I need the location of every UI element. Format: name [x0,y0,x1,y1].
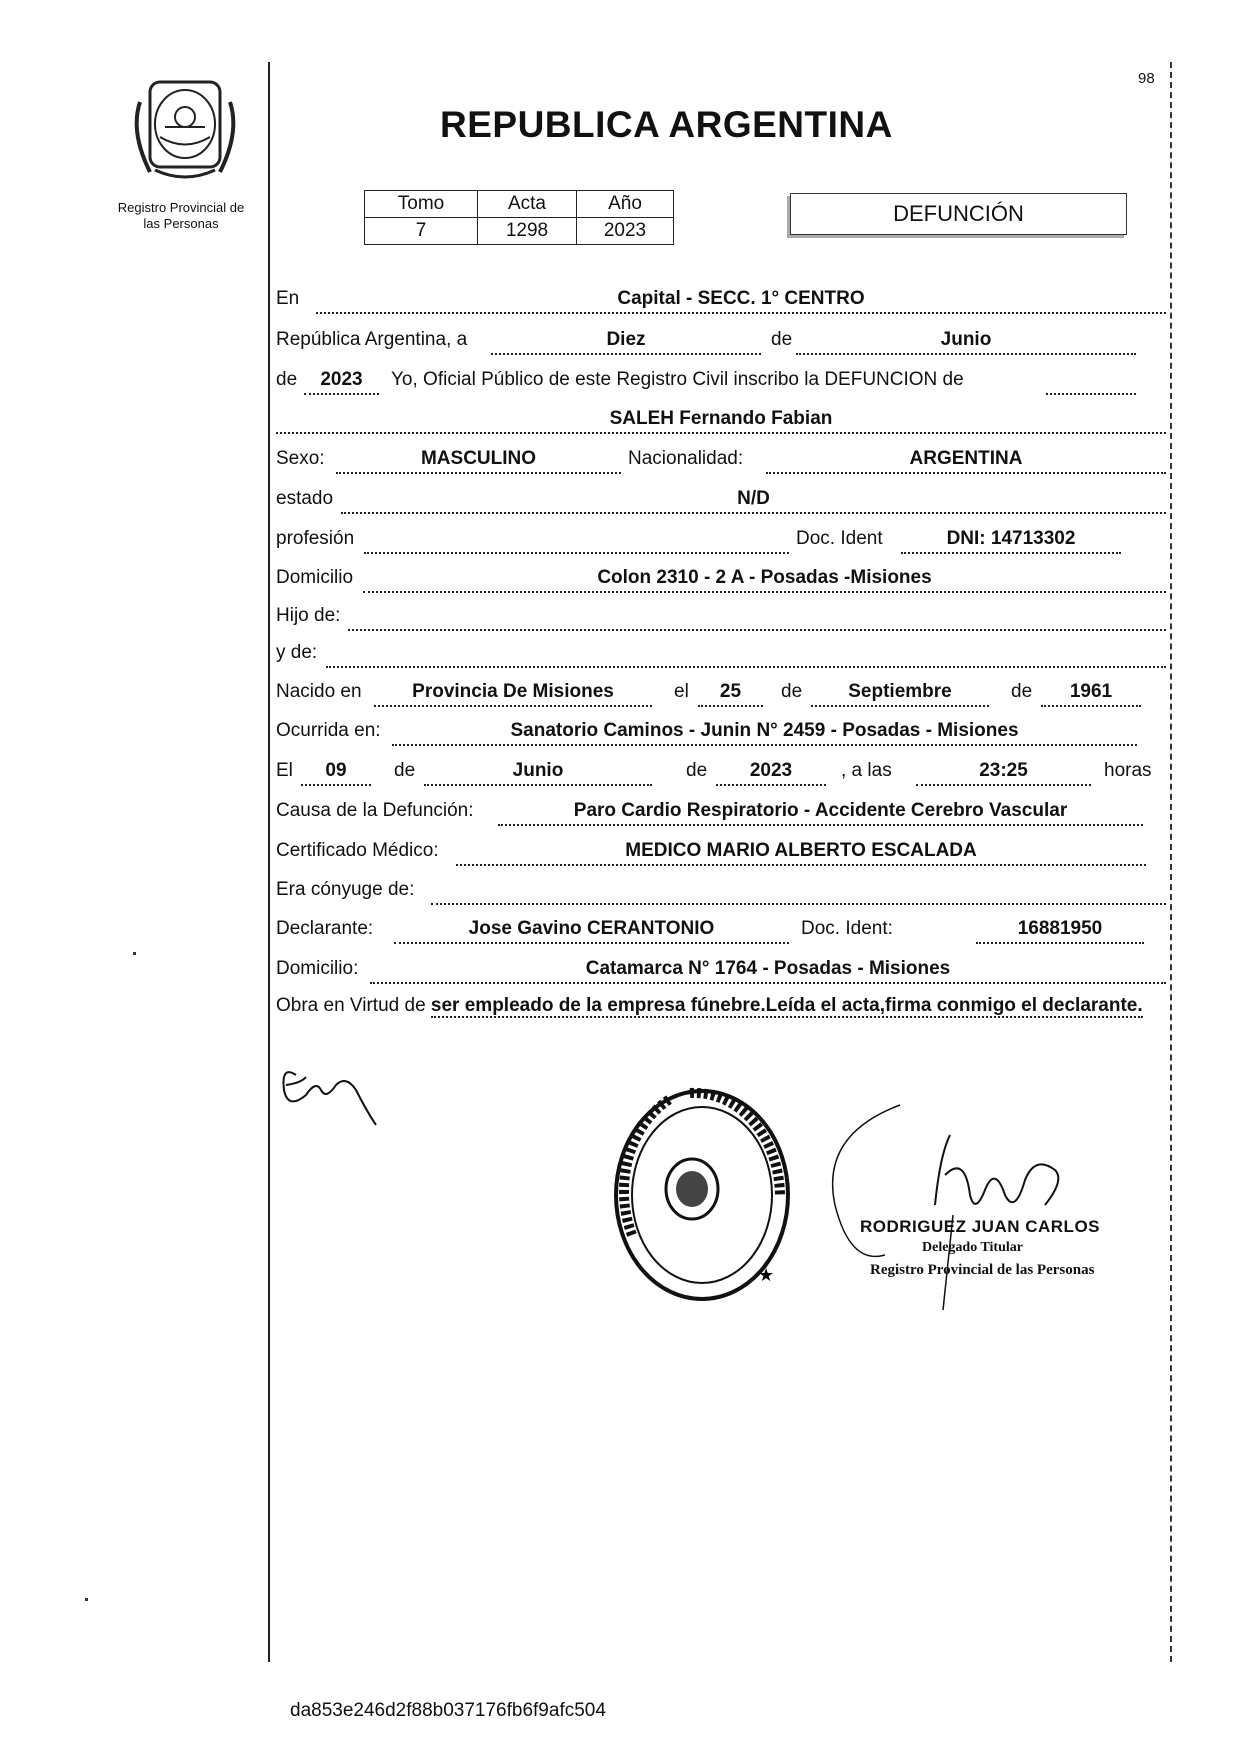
certificado-label: Certificado Médico: [276,840,439,861]
row-declarante [276,912,1166,946]
reference-table-header-row [365,191,674,218]
page-number: 98 [1138,70,1155,87]
record-type-box: DEFUNCIÓN [790,193,1127,235]
domicilio-value: Colon 2310 - 2 A - Posadas -Misiones [363,567,1166,593]
inscribe-blank [1046,369,1136,395]
official-role: Delegado Titular [922,1240,1023,1255]
official-signature [825,1095,1125,1315]
en-label: En [276,288,300,309]
obra-paragraph [276,992,1166,1020]
inscribe-text: Yo, Oficial Público de este Registro Civil inscribo la DEFUNCION de [391,369,964,390]
el-cap-label: El [276,760,293,781]
birth-year: 1961 [1041,681,1141,707]
row-date [276,323,1166,357]
el-label: el [674,681,689,702]
domicilio2-label: Domicilio: [276,958,359,979]
registry-label-line1: Registro Provincial de [117,200,245,215]
conyuge-label: Era cónyuge de: [276,879,415,900]
nacionalidad-label: Nacionalidad: [628,448,744,469]
row-death-date [276,754,1166,788]
nacido-label: Nacido en [276,681,362,702]
sexo-label: Sexo: [276,448,325,469]
registry-label-line2: las Personas [143,216,219,231]
row-en [276,282,1166,316]
obra-value: ser empleado de la empresa fúnebre.Leída el acta,firma conmigo el declarante. [430,995,1143,1016]
row-y-de [276,636,1166,670]
death-month: Junio [424,760,652,786]
reference-value-tomo: 7 [365,218,478,245]
provincial-coat-of-arms-logo [110,72,260,192]
estado-label: estado [276,488,334,509]
declarante-value: Jose Gavino CERANTONIO [394,918,789,944]
registry-seal-stamp [610,1085,795,1305]
de-label-6: de [686,760,708,781]
profesion-value [364,528,789,554]
left-margin-line [268,62,270,1662]
ocurrida-label: Ocurrida en: [276,720,381,741]
doc-ident2-label: Doc. Ident: [801,918,893,939]
domicilio2-value: Catamarca N° 1764 - Posadas - Misiones [370,958,1166,984]
scan-speck [133,952,136,955]
de-label-4: de [1011,681,1033,702]
month-value: Junio [796,329,1136,355]
estado-value: N/D [341,488,1166,514]
de-label-1: de [771,329,793,350]
death-time: 23:25 [916,760,1091,786]
row-domicilio [276,561,1166,595]
row-deceased-name [276,402,1166,436]
declarante-label: Declarante: [276,918,374,939]
registry-label [96,200,266,232]
declarant-signature [276,1055,396,1135]
scan-speck [85,1598,88,1601]
conyuge-value [431,879,1166,905]
row-causa [276,794,1166,828]
en-value: Capital - SECC. 1° CENTRO [316,288,1166,314]
right-margin-line [1170,62,1172,1662]
horas-label: horas [1104,760,1152,781]
reference-header-ano: Año [577,191,674,218]
nacido-value: Provincia De Misiones [374,681,652,707]
reference-header-acta: Acta [478,191,577,218]
reference-table [364,190,674,245]
nacionalidad-value: ARGENTINA [766,448,1166,474]
day-value: Diez [491,329,761,355]
a-las-label: , a las [841,760,892,781]
year-value: 2023 [304,369,379,395]
republica-label: República Argentina, a [276,329,468,350]
ocurrida-value: Sanatorio Caminos - Junin N° 2459 - Posadas - Misiones [392,720,1137,746]
reference-header-tomo: Tomo [365,191,478,218]
deceased-name: SALEH Fernando Fabian [276,408,1166,434]
row-domicilio2 [276,952,1166,986]
hijo-value [348,605,1166,631]
birth-day: 25 [698,681,763,707]
reference-value-ano: 2023 [577,218,674,245]
causa-value: Paro Cardio Respiratorio - Accidente Cerebro Vascular [498,800,1143,826]
hijo-label: Hijo de: [276,605,341,626]
de-label-2: de [276,369,298,390]
birth-month: Septiembre [811,681,989,707]
obra-label: Obra en Virtud de [276,995,426,1016]
row-hijo [276,599,1166,633]
row-profesion [276,522,1166,556]
row-nacido [276,675,1166,709]
row-conyuge [276,873,1166,907]
reference-table-value-row [365,218,674,245]
certificado-value: MEDICO MARIO ALBERTO ESCALADA [456,840,1146,866]
death-year: 2023 [716,760,826,786]
y-de-label: y de: [276,642,318,663]
row-certificado [276,834,1166,868]
causa-label: Causa de la Defunción: [276,800,474,821]
svg-text:★: ★ [758,1265,775,1286]
page-title: REPUBLICA ARGENTINA [440,104,893,145]
document-hash: da853e246d2f88b037176fb6f9afc504 [290,1700,606,1721]
death-day: 09 [301,760,371,786]
profesion-label: profesión [276,528,355,549]
row-sexo [276,442,1166,476]
row-inscribe [276,363,1166,397]
row-estado [276,482,1166,516]
row-ocurrida [276,714,1166,748]
official-organization: Registro Provincial de las Personas [870,1262,1095,1278]
doc-ident-value: DNI: 14713302 [901,528,1121,554]
doc-ident-label: Doc. Ident [796,528,883,549]
de-label-3: de [781,681,803,702]
domicilio-label: Domicilio [276,567,354,588]
sexo-value: MASCULINO [336,448,621,474]
doc-ident2-value: 16881950 [976,918,1144,944]
de-label-5: de [394,760,416,781]
reference-value-acta: 1298 [478,218,577,245]
y-de-value [326,642,1166,668]
official-name: RODRIGUEZ JUAN CARLOS [860,1217,1101,1236]
